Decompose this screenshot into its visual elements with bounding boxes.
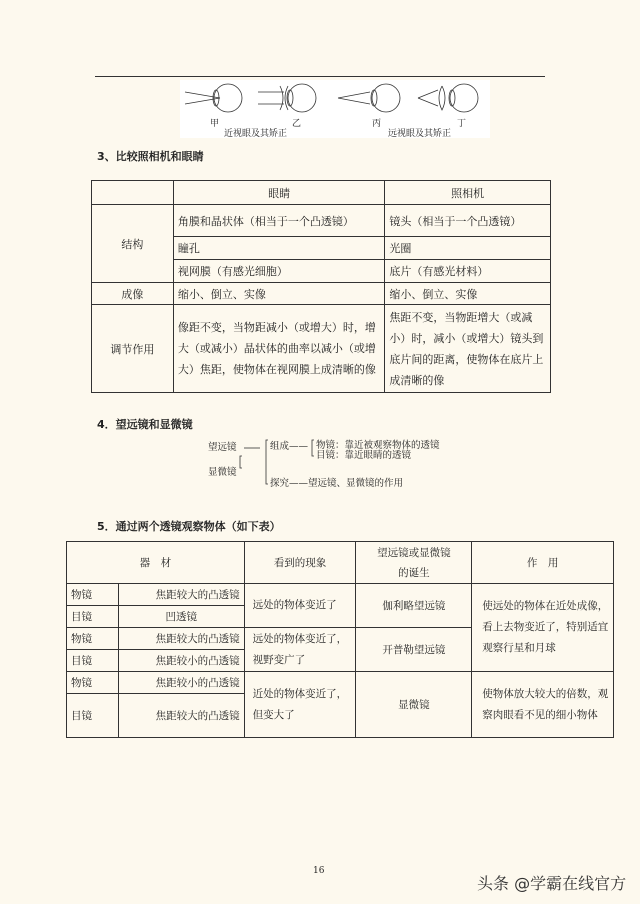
section5-heading: 5．通过两个透镜观察物体（如下表） [97,520,281,533]
header-birth [356,542,472,584]
eye-diagram-icon [180,80,490,120]
birth-3: 显微镜 [356,672,472,738]
cell-adjust-camera: 焦距不变，当物距增大（或减小）时，减小（或增大）镜头到底片间的距离，使物体在底片上成清晰的像 [385,305,551,393]
lens-type: 凹透镜 [118,606,244,628]
cell-r1-eye: 角膜和晶状体（相当于一个凸透镜） [173,205,385,237]
objective-definition: 物镜：靠近被观察物体的透镜 [316,440,440,451]
figure-caption-myopia: 近视眼及其矫正 [224,129,288,139]
header-birth-line2: 的诞生 [398,566,430,579]
lens-role: 目镜 [67,694,119,738]
cell-image-eye: 缩小、倒立、实像 [173,283,385,305]
lens-role: 目镜 [67,606,119,628]
camera-eye-table [91,180,551,393]
figure-label-jia: 甲 [210,119,220,129]
header-birth-line1: 望远镜或显微镜 [377,546,451,559]
eyepiece-definition: 目镜：靠近眼睛的透镜 [316,450,412,461]
compose-label: 组成—— [270,441,309,452]
birth-2: 开普勒望远镜 [356,628,472,672]
table-corner-cell [92,181,174,205]
figure-label-yi: 乙 [292,119,302,129]
birth-1: 伽利略望远镜 [356,584,472,628]
col-camera: 照相机 [385,181,551,205]
cell-r3-camera: 底片（有感光材料） [385,260,551,283]
lens-type: 焦距较大的凸透镜 [118,628,244,650]
row-structure: 结构 [92,205,174,283]
section4-heading: 4．望远镜和显微镜 [97,418,193,431]
col-eye: 眼睛 [173,181,385,205]
lens-type: 焦距较大的凸透镜 [118,694,244,738]
row-image: 成像 [92,283,174,305]
phenomenon-1: 远处的物体变近了 [244,584,356,628]
cell-r3-eye: 视网膜（有感光细胞） [173,260,385,283]
use-1: 使远处的物体在近处成像，看上去物变近了，特别适宜观察行星和月球 [472,584,614,672]
lens-type: 焦距较小的凸透镜 [118,672,244,694]
phenomenon-3: 近处的物体变近了，但变大了 [244,672,356,738]
cell-adjust-eye: 像距不变，当物距减小（或增大）时，增大（或减小）晶状体的曲率以减小（或增大）焦距，使物体在视网膜上成清晰的像 [173,305,385,393]
top-rule [95,76,545,77]
lens-role: 物镜 [67,584,119,606]
header-use: 作 用 [472,542,614,584]
lens-type: 焦距较小的凸透镜 [118,650,244,672]
watermark: 头条 @学霸在线官方 [477,874,627,893]
use-2: 使物体放大较大的倍数，观察肉眼看不见的细小物体 [472,672,614,738]
two-lens-table [66,541,614,738]
row-adjust: 调节作用 [92,305,174,393]
lens-role: 物镜 [67,672,119,694]
cell-r2-eye: 瞳孔 [173,237,385,260]
cell-r1-camera: 镜头（相当于一个凸透镜） [385,205,551,237]
eye-correction-figure [180,80,490,138]
header-phenomenon: 看到的现象 [244,542,356,584]
telescope-label: 望远镜 [208,442,237,453]
lens-type: 焦距较大的凸透镜 [118,584,244,606]
cell-r2-camera: 光圈 [385,237,551,260]
lens-role: 物镜 [67,628,119,650]
page-number: 16 [313,866,325,876]
figure-label-bing: 丙 [372,119,382,129]
explore-label: 探究——望远镜、显微镜的作用 [270,478,404,489]
figure-caption-hyperopia: 远视眼及其矫正 [388,129,452,139]
figure-label-ding: 丁 [457,119,467,129]
section3-heading: 3、比较照相机和眼睛 [97,150,204,163]
lens-role: 目镜 [67,650,119,672]
microscope-label: 显微镜 [208,467,237,478]
cell-image-camera: 缩小、倒立、实像 [385,283,551,305]
phenomenon-2: 远处的物体变近了，视野变广了 [244,628,356,672]
header-equipment: 器 材 [67,542,245,584]
